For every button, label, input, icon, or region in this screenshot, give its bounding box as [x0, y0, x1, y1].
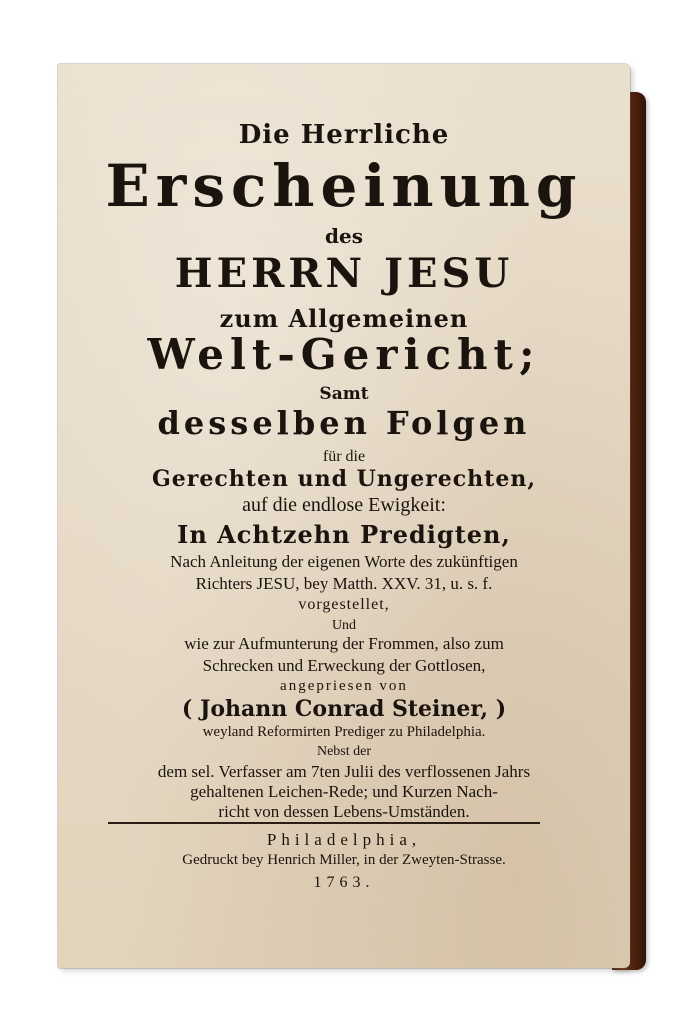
title-line-4: HERRN JESU	[174, 250, 514, 297]
title-line-20: ( Johann Conrad Steiner, )	[181, 696, 507, 722]
title-line-17: wie zur Aufmunterung der Frommen, also zum	[184, 634, 504, 653]
title-line-25: richt von dessen Lebens-Umständen.	[218, 802, 470, 821]
title-line-13: Nach Anleitung der eigenen Worte des zukünftigen	[170, 552, 518, 571]
title-line-16: Und	[331, 618, 357, 633]
title-line-8: desselben Folgen	[157, 404, 531, 442]
divider-rule	[108, 822, 540, 824]
title-line-9: für die	[322, 448, 366, 465]
title-line-23: dem sel. Verfasser am 7ten Julii des verflossenen Jahrs	[157, 762, 531, 781]
title-line-15: vorgestellet,	[298, 596, 390, 613]
title-line-1: Die Herrliche	[238, 120, 450, 150]
title-line-7: Samt	[319, 384, 369, 404]
title-line-11: auf die endlose Ewigkeit:	[242, 494, 446, 516]
title-line-28: 1763.	[313, 874, 375, 891]
title-line-26: Philadelphia,	[266, 830, 422, 849]
title-line-2: Erscheinung	[105, 152, 583, 220]
title-page	[58, 64, 630, 968]
title-line-18: Schrecken und Erweckung der Gottlosen,	[202, 656, 486, 675]
title-line-5: zum Allgemeinen	[219, 304, 469, 333]
title-line-3: des	[325, 224, 363, 248]
title-line-12: In Achtzehn Predigten,	[177, 520, 511, 549]
title-line-21: weyland Reformirten Prediger zu Philadelphia.	[202, 724, 486, 740]
title-line-6: Welt-Gericht;	[147, 330, 541, 379]
title-line-24: gehaltenen Leichen-Rede; und Kurzen Nach-	[190, 782, 498, 801]
title-line-27: Gedruckt bey Henrich Miller, in der Zweyten-Strasse.	[182, 852, 506, 868]
title-line-22: Nebst der	[316, 744, 372, 759]
title-line-19: angepriesen von	[280, 678, 408, 694]
title-line-10: Gerechten und Ungerechten,	[152, 466, 536, 492]
title-line-14: Richters JESU, bey Matth. XXV. 31, u. s. f.	[195, 574, 493, 593]
